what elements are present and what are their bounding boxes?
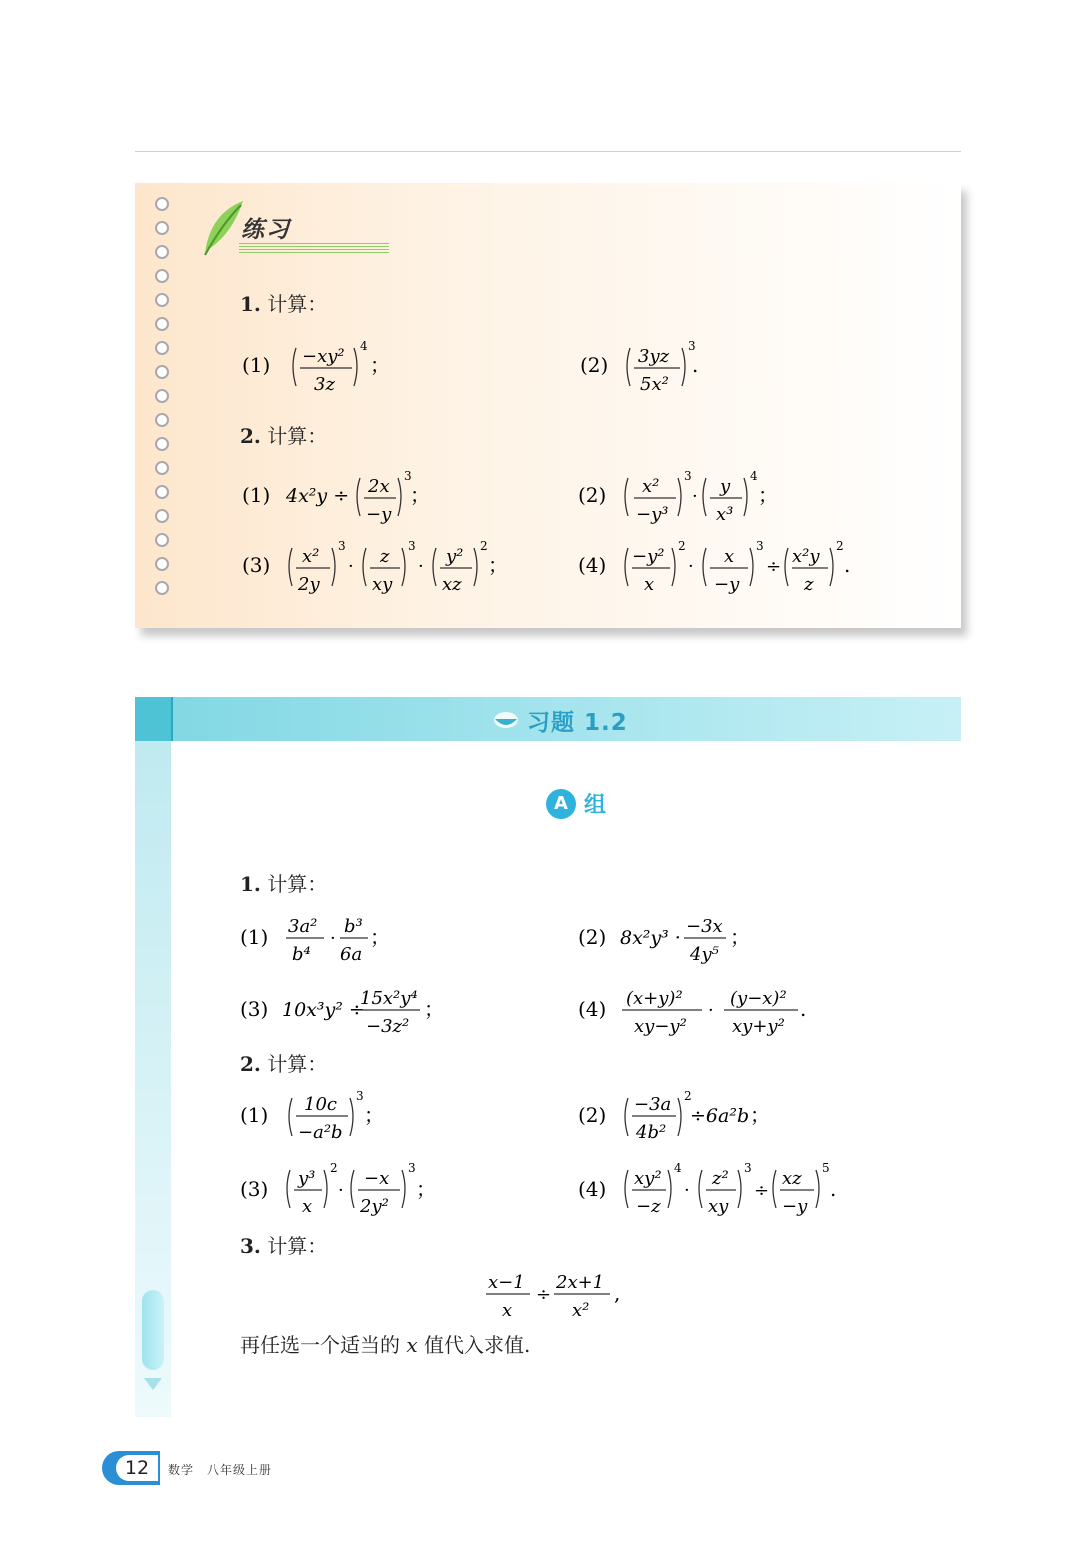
svg-text:；: ； [488, 553, 508, 577]
svg-text:x: x [724, 546, 735, 567]
exercise-banner [135, 697, 961, 741]
svg-text:(4): (4) [578, 997, 607, 1021]
svg-text:8x²y³ ·: 8x²y³ · [620, 927, 681, 949]
svg-text:2: 2 [678, 539, 686, 553]
ring-icon [155, 461, 169, 475]
svg-text:,: , [614, 1281, 621, 1305]
svg-text:2x: 2x [368, 476, 390, 497]
svg-text:4x²y ÷: 4x²y ÷ [286, 485, 350, 507]
svg-text:2y: 2y [298, 574, 320, 595]
svg-text:3: 3 [408, 1161, 416, 1175]
svg-text:2: 2 [836, 539, 844, 553]
svg-text:3: 3 [744, 1161, 752, 1175]
svg-text:xz: xz [442, 574, 462, 595]
svg-text:z²: z² [712, 1168, 729, 1189]
svg-text:y: y [720, 476, 731, 497]
svg-text:3: 3 [356, 1089, 364, 1103]
svg-text:·: · [708, 1000, 714, 1021]
svg-text:−3z²: −3z² [366, 1016, 410, 1037]
scroll-knob [142, 1290, 164, 1370]
book-title: 数学 八年级上册 [168, 1463, 273, 1477]
svg-text:÷: ÷ [754, 1180, 770, 1201]
svg-text:；: ； [730, 925, 750, 949]
svg-text:；: ； [416, 1177, 436, 1201]
title-lines [239, 243, 389, 253]
page-number: 12 [116, 1455, 158, 1481]
svg-text:x²: x² [572, 1300, 590, 1321]
svg-text:y²: y² [446, 546, 464, 567]
svg-text:15x²y⁴: 15x²y⁴ [360, 988, 418, 1009]
svg-text:xz: xz [782, 1168, 802, 1189]
svg-text:.: . [692, 353, 699, 377]
exercise-q1-item1 [240, 906, 410, 966]
svg-text:5: 5 [822, 1161, 830, 1175]
svg-text:x³: x³ [716, 504, 734, 525]
svg-text:(2): (2) [578, 925, 607, 949]
practice-q1-label: 1. 计算： [240, 292, 328, 316]
svg-text:xy: xy [372, 574, 393, 595]
svg-text:(2): (2) [580, 353, 609, 377]
svg-text:(2): (2) [578, 483, 607, 507]
svg-text:；: ； [750, 1103, 770, 1127]
exercise-q2-label: 2. 计算： [240, 1052, 328, 1076]
ribbon-icon [491, 709, 521, 731]
page-number-tab [102, 1451, 160, 1485]
practice-heading [197, 197, 397, 253]
svg-text:3: 3 [408, 539, 416, 553]
svg-text:4: 4 [674, 1161, 682, 1175]
svg-text:·: · [692, 486, 698, 507]
exercise-q2-item1 [240, 1086, 400, 1146]
practice-q2-item4 [578, 536, 868, 596]
ring-icon [155, 413, 169, 427]
svg-text:b³: b³ [344, 916, 363, 937]
top-rule [135, 151, 961, 152]
svg-text:−y: −y [782, 1196, 808, 1217]
exercise-q1-label: 1. 计算： [240, 872, 328, 896]
ring-icon [155, 293, 169, 307]
svg-text:(x+y)²: (x+y)² [626, 988, 683, 1009]
svg-text:2: 2 [330, 1161, 338, 1175]
svg-text:−y: −y [366, 504, 392, 525]
ring-icon [155, 509, 169, 523]
svg-text:x: x [302, 1196, 313, 1217]
svg-text:·: · [338, 1180, 344, 1201]
svg-text:−z: −z [636, 1196, 661, 1217]
svg-text:3z: 3z [314, 374, 335, 395]
ring-icon [155, 485, 169, 499]
practice-q2-item1 [240, 466, 440, 526]
svg-text:2x+1: 2x+1 [556, 1272, 605, 1293]
practice-q1-item1 [240, 336, 400, 396]
svg-text:6a: 6a [340, 944, 363, 965]
svg-text:2: 2 [480, 539, 488, 553]
svg-text:3: 3 [338, 539, 346, 553]
svg-text:3: 3 [756, 539, 764, 553]
svg-text:.: . [844, 553, 851, 577]
ring-icon [155, 221, 169, 235]
svg-text:x: x [502, 1300, 513, 1321]
ring-icon [155, 533, 169, 547]
svg-text:；: ； [424, 997, 444, 1021]
svg-text:xy+y²: xy+y² [732, 1016, 785, 1037]
svg-text:(2): (2) [578, 1103, 607, 1127]
svg-text:(4): (4) [578, 553, 607, 577]
exercise-q2-item4 [578, 1158, 858, 1218]
ring-icon [155, 245, 169, 259]
exercise-title: 习题 1.2 [527, 710, 628, 736]
exercise-q3-expression [484, 1264, 634, 1324]
svg-text:2y²: 2y² [360, 1196, 389, 1217]
group-badge: A [546, 789, 576, 819]
svg-text:z: z [380, 546, 390, 567]
practice-title: 练习 [241, 217, 291, 243]
exercise-q1-item3 [240, 978, 460, 1038]
svg-text:xy−y²: xy−y² [634, 1016, 687, 1037]
ring-icon [155, 389, 169, 403]
practice-q1-item2 [580, 336, 730, 396]
svg-text:3yz: 3yz [638, 346, 670, 367]
svg-text:−a²b: −a²b [298, 1122, 343, 1143]
ring-icon [155, 437, 169, 451]
ring-icon [155, 341, 169, 355]
exercise-q2-item3 [240, 1158, 440, 1218]
svg-text:3a²: 3a² [288, 916, 318, 937]
svg-text:(1): (1) [240, 925, 269, 949]
ring-icon [155, 581, 169, 595]
svg-text:−x: −x [364, 1168, 390, 1189]
svg-text:；: ； [370, 925, 390, 949]
svg-text:10c: 10c [304, 1094, 337, 1115]
group-a-heading [546, 788, 606, 819]
svg-text:2: 2 [684, 1089, 692, 1103]
svg-text:3: 3 [404, 469, 412, 483]
svg-text:；: ； [370, 353, 390, 377]
svg-text:(1): (1) [240, 1103, 269, 1127]
svg-text:5x²: 5x² [640, 374, 669, 395]
svg-text:÷: ÷ [766, 556, 782, 577]
exercise-q1-item4 [578, 978, 838, 1038]
svg-text:x−1: x−1 [488, 1272, 525, 1293]
svg-text:÷: ÷ [536, 1284, 552, 1305]
practice-q2-item2 [578, 466, 788, 526]
ring-icon [155, 197, 169, 211]
svg-text:x: x [644, 574, 655, 595]
svg-text:x²: x² [642, 476, 660, 497]
svg-text:z: z [804, 574, 814, 595]
svg-text:(3): (3) [240, 1177, 269, 1201]
svg-text:·: · [348, 556, 354, 577]
svg-text:3: 3 [684, 469, 692, 483]
svg-text:−y³: −y³ [636, 504, 669, 525]
svg-text:·: · [688, 556, 694, 577]
svg-text:·: · [418, 556, 424, 577]
down-arrow-icon [144, 1378, 162, 1390]
group-label: 组 [584, 793, 607, 818]
svg-text:·: · [684, 1180, 690, 1201]
svg-text:(1): (1) [242, 483, 271, 507]
svg-text:(3): (3) [240, 997, 269, 1021]
svg-text:(y−x)²: (y−x)² [730, 988, 787, 1009]
practice-q2-label: 2. 计算： [240, 424, 328, 448]
svg-text:4b²: 4b² [636, 1122, 667, 1143]
svg-text:−y²: −y² [632, 546, 665, 567]
svg-text:(1): (1) [242, 353, 271, 377]
svg-text:.: . [830, 1177, 837, 1201]
ring-icon [155, 269, 169, 283]
svg-text:4y⁵: 4y⁵ [690, 944, 719, 965]
svg-text:；: ； [410, 483, 430, 507]
svg-text:x²: x² [302, 546, 320, 567]
svg-text:4: 4 [360, 339, 368, 353]
svg-text:.: . [800, 997, 807, 1021]
svg-text:−3a: −3a [634, 1094, 672, 1115]
svg-text:÷6a²b: ÷6a²b [690, 1105, 750, 1127]
ring-icon [155, 557, 169, 571]
practice-q2-item3 [240, 536, 520, 596]
svg-text:(4): (4) [578, 1177, 607, 1201]
svg-text:−xy²: −xy² [302, 346, 345, 367]
exercise-q1-item2 [578, 906, 768, 966]
exercise-q3-instruction: 再任选一个适当的 x 值代入求值. [240, 1333, 531, 1357]
exercise-q3-label: 3. 计算： [240, 1234, 328, 1258]
svg-text:3: 3 [688, 339, 696, 353]
svg-text:xy²: xy² [634, 1168, 662, 1189]
svg-text:10x³y² ÷: 10x³y² ÷ [282, 999, 365, 1021]
svg-text:4: 4 [750, 469, 758, 483]
svg-text:−3x: −3x [686, 916, 723, 937]
svg-text:x²y: x²y [792, 546, 820, 567]
svg-text:·: · [330, 928, 336, 949]
ring-icon [155, 365, 169, 379]
notebook-rings [155, 197, 169, 605]
banner-square [135, 697, 173, 741]
svg-text:y³: y³ [298, 1168, 316, 1189]
svg-text:；: ； [758, 483, 778, 507]
exercise-q2-item2 [578, 1086, 778, 1146]
ring-icon [155, 317, 169, 331]
svg-text:；: ； [364, 1103, 384, 1127]
svg-text:−y: −y [714, 574, 740, 595]
svg-text:(3): (3) [242, 553, 271, 577]
svg-text:xy: xy [708, 1196, 729, 1217]
svg-text:b⁴: b⁴ [292, 944, 311, 965]
